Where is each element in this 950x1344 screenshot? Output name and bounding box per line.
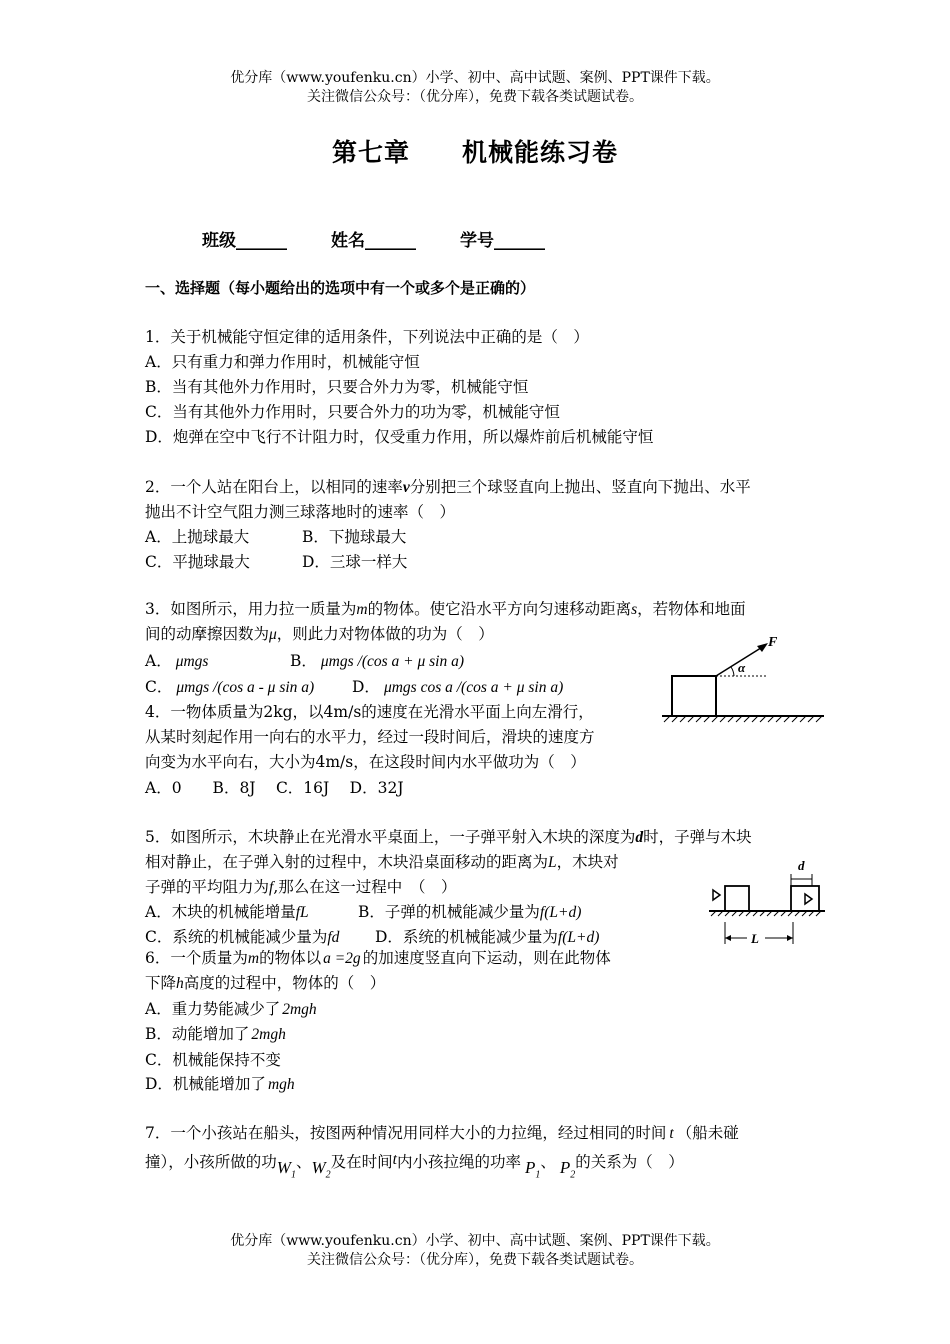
- q2-option-c: C．平抛球最大: [145, 553, 250, 571]
- q3-angle-arc: [731, 667, 734, 676]
- q3-figure: [660, 630, 830, 735]
- q5-f: f: [269, 879, 274, 896]
- q3-arrow-head: [757, 643, 768, 652]
- q7-W2-letter: W: [311, 1158, 326, 1177]
- q2-stem-part: 分别把三个球竖直向上抛出、竖直向下抛出、水平: [409, 478, 751, 496]
- q6-a-expr: 2mgh: [282, 1001, 317, 1018]
- q3-block: [672, 676, 716, 716]
- footer-line-1: 优分库（www.youfenku.cn）小学、初中、高中试题、案例、PPT课件下载。: [230, 1233, 720, 1249]
- q6-d-text: D．机械能增加了: [145, 1075, 266, 1093]
- q3-stem-line-2: [145, 622, 494, 644]
- q5-figure: [705, 852, 830, 952]
- q6-a-text: A．重力势能减少了: [145, 1000, 281, 1018]
- q5-fig-L: L: [751, 931, 759, 946]
- q7-t2: t: [392, 1151, 397, 1168]
- q1-option-c: C．当有其他外力作用时，只要合外力的功为零，机械能守恒: [145, 403, 560, 421]
- q3-c-label: C．: [145, 678, 173, 696]
- q3-mu: μ: [269, 626, 277, 643]
- class-field: 班级______: [202, 231, 287, 251]
- q2-stem-part: 2．一个人站在阳台上，以相同的速率: [145, 478, 403, 496]
- q5-d-expr: f(L+d): [557, 929, 600, 946]
- q3-option-b: [290, 649, 464, 671]
- q3-stem-part: 3．如图所示，用力拉一质量为: [145, 600, 357, 618]
- q5-option-b: [358, 900, 581, 922]
- q2-option-b: B．下抛球最大: [302, 528, 407, 546]
- q5-stem-part: 5．如图所示，木块静止在光滑水平桌面上，一子弹平射入木块的深度为: [145, 828, 636, 846]
- q5-stem-line-2: [145, 850, 619, 872]
- q2-option-d: D．三球一样大: [302, 553, 408, 571]
- q1-option-d: D．炮弹在空中飞行不计阻力时，仅受重力作用，所以爆炸前后机械能守恒: [145, 428, 654, 446]
- q5-stem-line-1: [145, 825, 752, 847]
- q3-m: m: [356, 601, 368, 618]
- q4-stem-line-3: 向变为水平向右，大小为4m/s，在这段时间内水平做功为（ ）: [145, 753, 586, 771]
- q6-b-text: B．动能增加了: [145, 1025, 250, 1043]
- q6-option-d: [145, 1072, 295, 1094]
- q3-stem-part: ，则此力对物体做的功为（ ）: [276, 625, 494, 643]
- q7-P1: [524, 1158, 541, 1181]
- q3-stem-line-1: [145, 597, 746, 619]
- q3-fig-alpha: α: [738, 660, 746, 675]
- q3-option-c: [145, 675, 314, 697]
- q6-stem-part: 的加速度竖直向下运动，则在此物体: [362, 949, 611, 967]
- q6-d-expr: mgh: [267, 1076, 295, 1093]
- q1-stem: 1．关于机械能守恒定律的适用条件，下列说法中正确的是（ ）: [145, 328, 589, 346]
- q3-s: s: [631, 601, 638, 618]
- q7-sep: 、: [540, 1153, 556, 1171]
- footer-line-2: 关注微信公众号：（优分库），免费下载各类试题试卷。: [307, 1252, 643, 1268]
- q5-block-left: [725, 886, 749, 911]
- q6-stem-part: 高度的过程中，物体的（ ）: [183, 974, 386, 992]
- q6-stem-line-2: [145, 971, 385, 993]
- q4-stem-line-1: 4．一物体质量为2kg，以4m/s的速度在光滑水平面上向左滑行，: [145, 703, 594, 721]
- q3-fig-F: F: [768, 635, 778, 650]
- q5-c-text: C．系统的机械能减少量为: [145, 928, 328, 946]
- q7-stem-part: （船未碰: [676, 1124, 739, 1142]
- q5-fig-d: d: [798, 858, 805, 873]
- header-line-1: 优分库（www.youfenku.cn）小学、初中、高中试题、案例、PPT课件下载。: [230, 70, 720, 86]
- q2-v: v: [402, 479, 410, 496]
- q3-stem-part: 间的动摩擦因数为: [145, 625, 270, 643]
- q5-d: d: [635, 829, 644, 846]
- q6-option-a: [145, 997, 317, 1019]
- q1-option-a: A．只有重力和弹力作用时，机械能守恒: [145, 353, 420, 371]
- q3-stem-part: ，若物体和地面: [637, 600, 746, 618]
- q3-b-expr: μmgs /(cos a + μ sin a): [320, 653, 465, 670]
- q4-options: A．0 B．8J C．16J D．32J: [145, 779, 404, 797]
- q7-t: t: [669, 1125, 674, 1142]
- q7-W2-sub: 2: [325, 1169, 331, 1181]
- q7-stem-part: 撞），小孩所做的功: [145, 1153, 277, 1171]
- q2-stem-line-2: 抛出不计空气阻力测三球落地时的速率（ ）: [145, 503, 456, 521]
- q7-P2: [559, 1158, 576, 1181]
- q3-b-label: B．: [290, 652, 317, 670]
- q2-stem-line-1: [145, 475, 751, 497]
- q5-option-d: [375, 925, 599, 947]
- q6-option-b: [145, 1022, 286, 1044]
- q6-option-c: C．机械能保持不变: [145, 1051, 281, 1069]
- number-field: 学号______: [460, 231, 545, 251]
- q7-W1-letter: W: [276, 1158, 291, 1177]
- q5-L: L: [548, 854, 557, 871]
- q5-stem-part: ，木块对: [556, 853, 619, 871]
- q7-stem-line-2: [145, 1150, 684, 1181]
- q3-c-expr: μmgs /(cos a - μ sin a): [176, 679, 315, 696]
- q5-b-expr: f(L+d): [539, 904, 582, 921]
- q7-W1: [276, 1158, 296, 1181]
- q6-stem-part: 6．一个质量为: [145, 949, 248, 967]
- q5-option-a: [145, 900, 309, 922]
- q5-a-text: A．木块的机械能增量: [145, 903, 296, 921]
- q5-L-arrow-left: [725, 935, 731, 941]
- name-field: 姓名______: [331, 231, 416, 251]
- q2-option-a: A．上抛球最大: [145, 528, 250, 546]
- q3-option-d: [352, 675, 563, 697]
- q7-stem-part: 内小孩拉绳的功率: [396, 1153, 521, 1171]
- q5-stem-part: 子弹的平均阻力为: [145, 878, 270, 896]
- q5-c-expr: fd: [327, 929, 340, 946]
- q7-stem-part: 及在时间: [330, 1153, 393, 1171]
- q3-a-label: A．: [145, 652, 172, 670]
- q7-P2-letter: P: [559, 1158, 571, 1177]
- q6-h: h: [176, 975, 184, 992]
- q5-option-c: [145, 925, 339, 947]
- q7-sep: 、: [295, 1153, 312, 1171]
- q5-stem-line-3: [145, 875, 457, 897]
- q6-accel: a =2g: [323, 950, 361, 967]
- q3-d-expr: μmgs cos a /(cos a + μ sin a): [383, 679, 564, 696]
- page-title: 第七章 机械能练习卷: [331, 138, 618, 167]
- q3-d-label: D．: [352, 678, 380, 696]
- section-heading: 一、选择题（每小题给出的选项中有一个或多个是正确的）: [145, 279, 536, 297]
- q7-stem-line-1: [145, 1121, 739, 1143]
- q7-W2: [311, 1158, 331, 1181]
- q3-option-a: [145, 649, 208, 671]
- q5-bullet-left: [713, 890, 720, 900]
- q6-b-expr: 2mgh: [251, 1026, 286, 1043]
- q7-P1-letter: P: [524, 1158, 536, 1177]
- q7-stem-part: 的关系为（ ）: [575, 1153, 684, 1171]
- q5-d-text: D．系统的机械能减少量为: [375, 928, 558, 946]
- q5-stem-part: ,那么在这一过程中 （ ）: [273, 878, 457, 896]
- q6-stem-line-1: [145, 946, 611, 968]
- q7-P2-sub: 2: [570, 1169, 576, 1181]
- q5-stem-part: 时，子弹与木块: [643, 828, 752, 846]
- q6-stem-part: 的物体以: [259, 949, 322, 967]
- q5-b-text: B．子弹的机械能减少量为: [358, 903, 540, 921]
- q6-stem-part: 下降: [145, 974, 177, 992]
- q5-L-arrow-right: [787, 935, 793, 941]
- q3-a-expr: μmgs: [175, 653, 209, 670]
- q7-P1-sub: 1: [535, 1169, 541, 1181]
- header-line-2: 关注微信公众号：（优分库），免费下载各类试题试卷。: [307, 89, 643, 105]
- q7-W1-sub: 1: [290, 1169, 296, 1181]
- q1-option-b: B．当有其他外力作用时，只要合外力为零，机械能守恒: [145, 378, 529, 396]
- q7-stem-part: 7．一个小孩站在船头，按图两种情况用同样大小的力拉绳，经过相同的时间: [145, 1124, 667, 1142]
- q4-stem-line-2: 从某时刻起作用一向右的水平力，经过一段时间后，滑块的速度方: [145, 728, 595, 746]
- q5-stem-part: 相对静止，在子弹入射的过程中，木块沿桌面移动的距离为: [145, 853, 549, 871]
- q6-m: m: [247, 950, 260, 967]
- q3-stem-part: 的物体。使它沿水平方向匀速移动距离: [367, 600, 632, 618]
- q5-a-expr: fL: [295, 904, 309, 921]
